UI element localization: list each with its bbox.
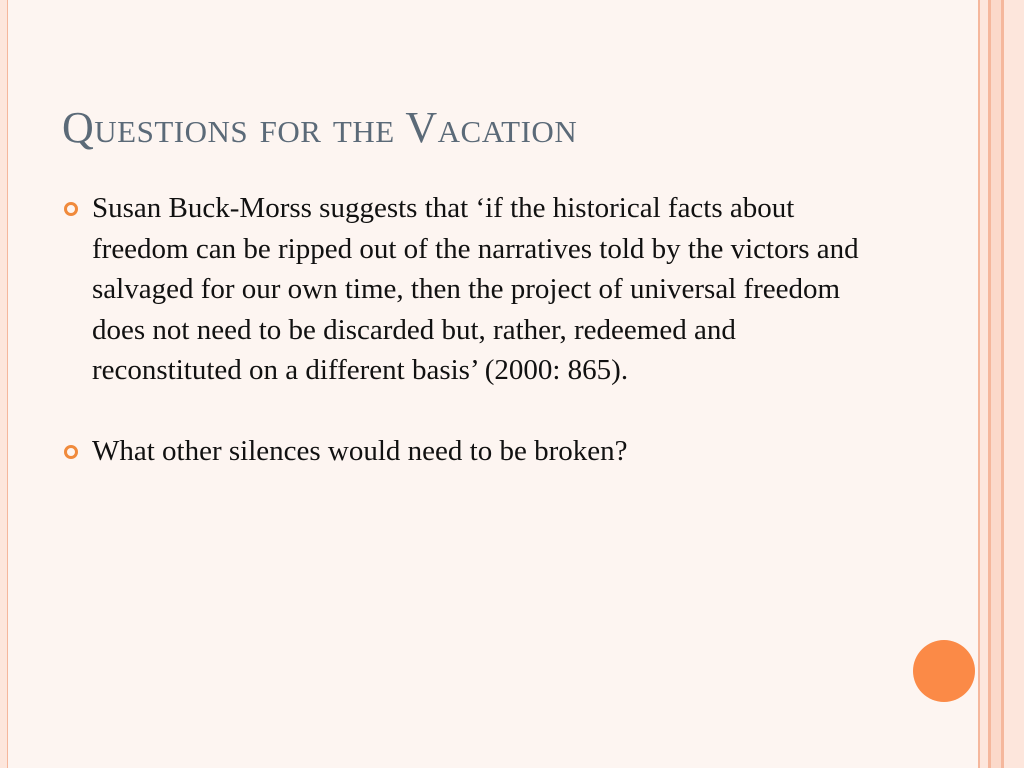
- left-border: [0, 0, 8, 768]
- decorative-circle-icon: [913, 640, 975, 702]
- bullet-list: [62, 188, 882, 471]
- bullet-ring-icon: [64, 445, 78, 459]
- right-stripe: [1004, 0, 1024, 768]
- bullet-text: What other silences would need to be broken?: [92, 434, 628, 467]
- bullet-item: [62, 188, 882, 391]
- slide-title: Questions for the Vacation: [62, 103, 578, 152]
- bullet-item: [62, 431, 882, 472]
- bullet-ring-icon: [64, 202, 78, 216]
- right-stripe: [980, 0, 988, 768]
- right-stripe: [991, 0, 1001, 768]
- bullet-text: Susan Buck-Morss suggests that ‘if the historical facts about freedom can be ripped out of the narratives told by the victors and salvaged for our own time, then the project of universal freedom does not need to be discarded but, rather, redeemed and reconstituted on a different basis’ (2000: 865).: [92, 192, 859, 386]
